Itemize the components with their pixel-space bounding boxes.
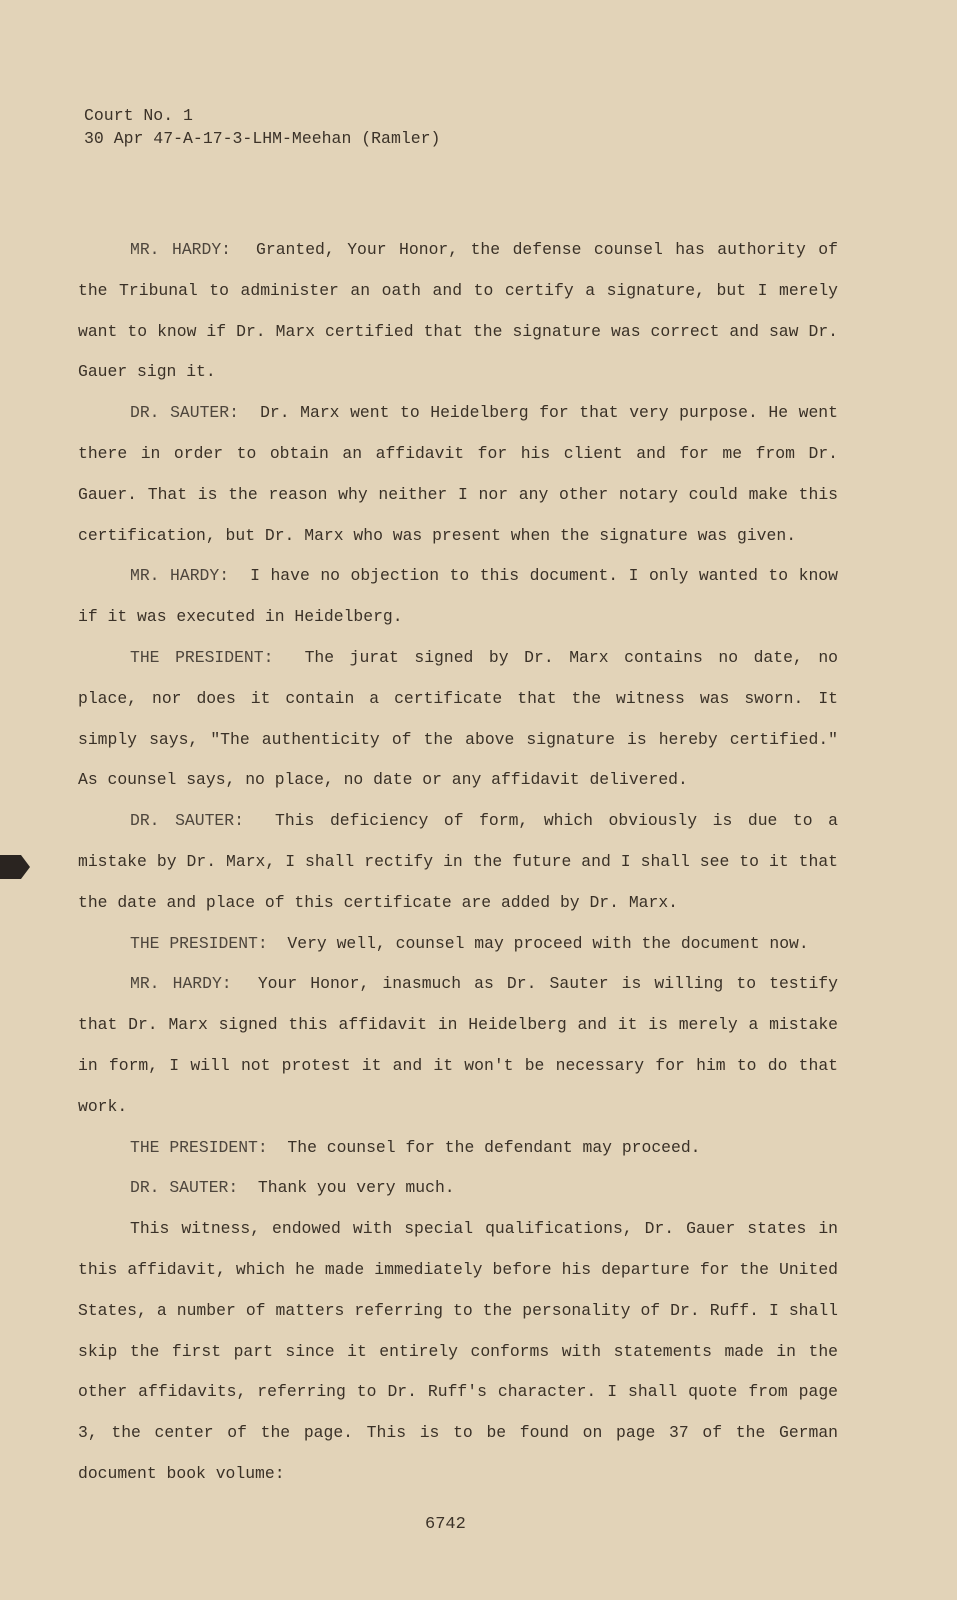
binder-tab-mark — [0, 855, 30, 879]
paragraph-text: This witness, endowed with special qualifications, Dr. Gauer states in this affidavit, which he made immediately before his departure for the United States, a number of matters referring to the personality of Dr. Ruff. I shall skip the first part since it entirely conforms with statements made in the other affidavits, referring to Dr. Ruff's character. I shall quote from page 3, the center of the page. This is to be found on page 37 of the German document book volume: — [78, 1219, 838, 1483]
paragraph-text: I have no objection to this document. I only wanted to know if it was executed in Heidelberg. — [78, 566, 838, 627]
transcript-paragraph — [78, 964, 838, 1127]
speaker-label: MR. HARDY: — [130, 240, 232, 259]
transcript-paragraph — [78, 1128, 838, 1169]
speaker-label: THE PRESIDENT: — [130, 1137, 268, 1157]
paragraph-text: This deficiency of form, which obviously is due to a mistake by Dr. Marx, I shall rectify in the future and I shall see to it that the date and place of this certificate are added by Dr. Marx. — [78, 811, 838, 912]
speaker-label: DR. SAUTER: — [130, 1178, 239, 1198]
page-number: 6742 — [425, 1515, 466, 1534]
court-number: Court No. 1 — [84, 106, 193, 125]
paragraph-text: Thank you very much. — [257, 1178, 455, 1198]
speaker-label: MR. HARDY: — [130, 974, 232, 994]
transcript-body — [78, 230, 838, 1495]
speaker-label: DR. SAUTER: — [130, 811, 244, 831]
paragraph-text: Very well, counsel may proceed with the document now. — [287, 933, 809, 953]
transcript-paragraph — [78, 230, 838, 393]
speaker-label: THE PRESIDENT: — [130, 647, 274, 667]
speaker-label: MR. HARDY: — [130, 566, 230, 586]
speaker-label: DR. SAUTER: — [130, 403, 239, 423]
transcript-paragraph — [78, 638, 838, 801]
transcript-paragraph — [78, 393, 838, 556]
paragraph-text: Granted, Your Honor, the defense counsel has authority of the Tribunal to administer an oath and to certify a signature, but I merely want to know if Dr. Marx certified that the signature was correct and saw Dr. Gauer sign it. — [78, 240, 838, 382]
paragraph-text: The counsel for the defendant may proceed. — [287, 1137, 701, 1157]
paragraph-text: The jurat signed by Dr. Marx contains no date, no place, nor does it contain a certificate that the witness was sworn. It simply says, "The authenticity of the above signature is hereby certified." As counsel says, no place, no date or any affidavit delivered. — [78, 647, 838, 790]
transcript-paragraph — [78, 556, 838, 638]
paragraph-text: Your Honor, inasmuch as Dr. Sauter is willing to testify that Dr. Marx signed this affidavit in Heidelberg and it is merely a mistake in form, I will not protest it and it won't be necessary for him to do that work. — [78, 974, 838, 1116]
document-header — [84, 104, 440, 150]
speaker-label: THE PRESIDENT: — [130, 933, 268, 953]
transcript-paragraph — [78, 1209, 838, 1495]
paragraph-text: Dr. Marx went to Heidelberg for that very purpose. He went there in order to obtain an affidavit for his client and for me from Dr. Gauer. That is the reason why neither I nor any other notary could make this certification, but Dr. Marx who was present when the signature was given. — [78, 403, 838, 545]
transcript-paragraph — [78, 1168, 838, 1209]
transcript-paragraph — [78, 801, 838, 923]
transcript-paragraph — [78, 924, 838, 965]
transcript-reference: 30 Apr 47-A-17-3-LHM-Meehan (Ramler) — [84, 129, 441, 148]
